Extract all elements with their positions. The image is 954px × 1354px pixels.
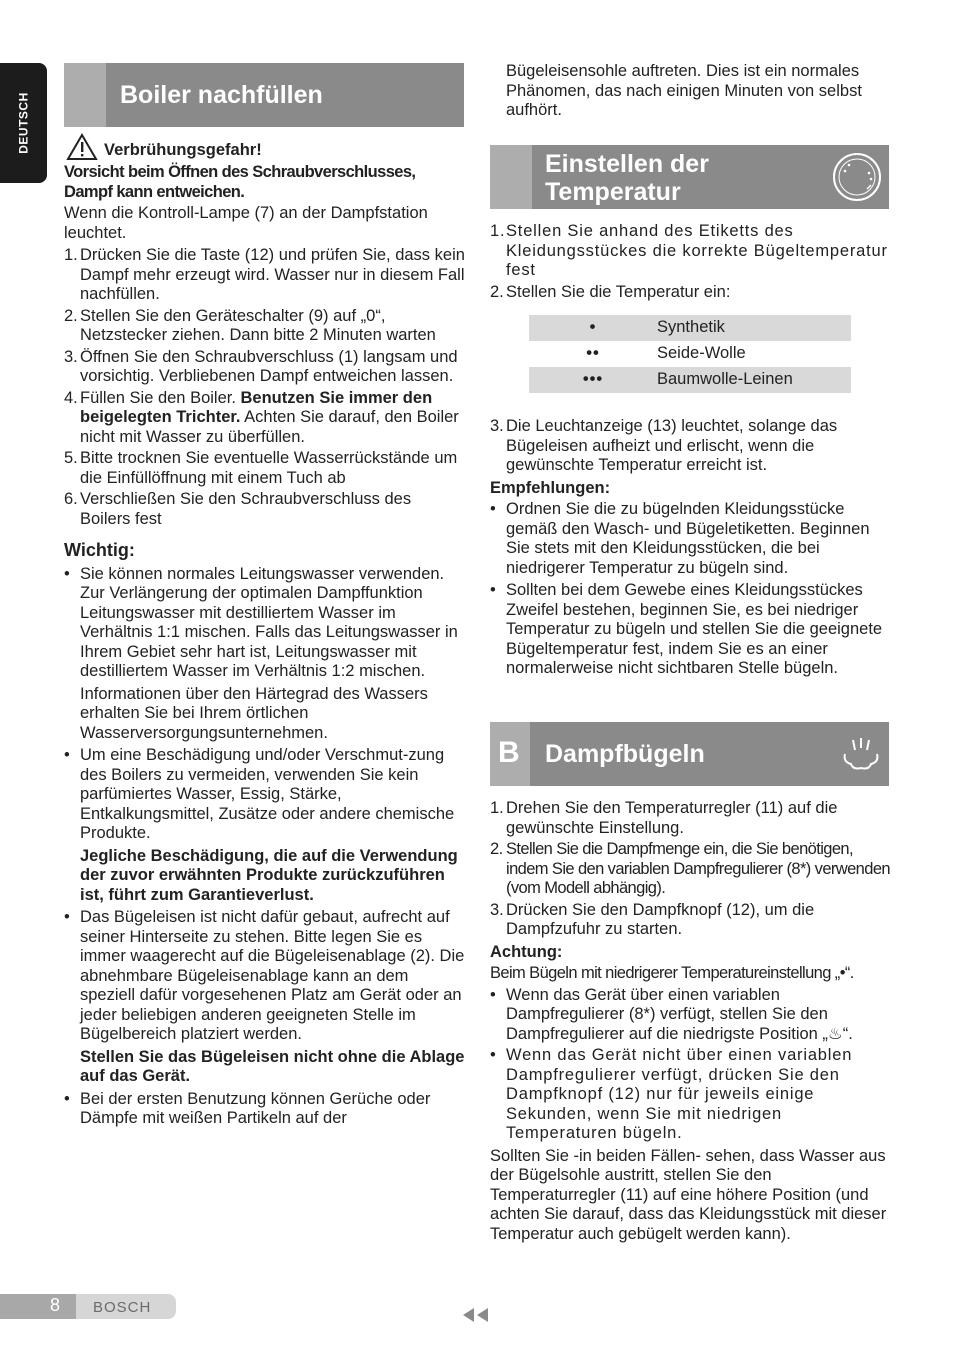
table-row: ••• Baumwolle-Leinen: [529, 367, 851, 393]
table-row: • Synthetik: [529, 315, 851, 341]
list-item: 3. Öffnen Sie den Schraubverschluss (1) langsam und vorsichtig. Verbliebenen Dampf entweichen lassen.: [64, 347, 458, 385]
list-item: • Wenn das Gerät nicht über einen variablen Dampfregulierer verfügt, drücken Sie den Dampfknopf (12) nur für jeweils einige Sekunden, wenn Sie mit niedrigen Temperaturen bügeln.: [490, 1046, 890, 1144]
right-column-recommendations: [490, 417, 890, 679]
language-tab-label: DEUTSCH: [15, 92, 30, 154]
list-item: • Wenn das Gerät über einen variablen Dampfregulierer (8*) verfügt, stellen Sie den Dampfregulierer auf die niedrigste Position „♨“.: [490, 986, 890, 1045]
list-item: 2. Stellen Sie die Dampfmenge ein, die Sie benötigen, indem Sie den variablen Dampfregulierer (8*) verwenden (vom Modell abhängig).: [490, 840, 890, 897]
boiler-intro: Wenn die Kontroll-Lampe (7) an der Dampfstation leuchtet.: [64, 204, 428, 242]
attention-text: Beim Bügeln mit niedrigerer Temperatureinstellung „•“.: [490, 964, 854, 982]
right-column-steam: [490, 799, 890, 1244]
list-item: 5. Bitte trocknen Sie eventuelle Wasserrückstände um die Einfüllöffnung mit einem Tuch ab: [64, 449, 458, 487]
rewind-icon[interactable]: [462, 1307, 490, 1323]
list-item: • Um eine Beschädigung und/oder Verschmut-zung des Boilers zu vermeiden, verwenden Sie kein parfümiertes Wasser, Essig, Stärke, Entkalkungsmittel, Zusätze oder andere chemische Produkte.: [64, 746, 466, 844]
important-heading: Wichtig:: [64, 540, 135, 560]
list-item: • Ordnen Sie die zu bügelnden Kleidungsstücke gemäß den Wasch- und Bügeletiketten. Beginnen Sie stets mit den Kleidungsstücken, die bei niedrigerer Temperatur zu bügeln sind.: [490, 500, 890, 578]
warning-title: Verbrühungsgefahr!: [104, 141, 262, 159]
warning-icon: [66, 133, 98, 161]
attention-heading: Achtung:: [490, 942, 563, 961]
page-number: 8: [50, 1295, 61, 1315]
warning-line: [64, 135, 466, 161]
list-item: • Sie können normales Leitungswasser verwenden. Zur Verlängerung der optimalen Dampffunktion Leitungswasser mit destilliertem Wasser im Verhältnis 1:1 mischen. Falls das Leitungswasser in Ihrem Gebiet sehr hart ist, Leitungswasser mit destilliertem Wasser im Verhältnis 1:2 mischen.: [64, 565, 466, 682]
section-heading-boiler: [64, 63, 464, 127]
iron-rest-note: Stellen Sie das Bügeleisen nicht ohne die Ablage auf das Gerät.: [80, 1047, 465, 1085]
temperature-dial-icon: [831, 151, 883, 203]
list-item: 3. Drücken Sie den Dampfknopf (12), um die Dampfzufuhr zu starten.: [490, 900, 815, 938]
boiler-heading: Boiler nachfüllen: [120, 81, 323, 109]
boiler-steps: [64, 246, 466, 529]
recommendations-heading: Empfehlungen:: [490, 478, 611, 497]
right-column-temp: [490, 222, 890, 302]
temperature-heading: Einstellen der Temperatur: [545, 150, 709, 206]
table-row: •• Seide-Wolle: [586, 344, 746, 363]
list-item: 2. Stellen Sie die Temperatur ein:: [490, 282, 731, 301]
temperature-table: [529, 315, 851, 393]
language-tab: [0, 63, 47, 183]
section-letter: B: [498, 736, 520, 769]
continuation-text: Bügeleisensohle auftreten. Dies ist ein normales Phänomen, das nach einigen Minuten von selbst aufhört.: [506, 62, 862, 119]
list-item: 6. Verschließen Sie den Schraubverschluss des Boilers fest: [64, 490, 412, 528]
page-number-box: [0, 1294, 76, 1319]
list-item: 1. Stellen Sie anhand des Etiketts des Kleidungsstückes die korrekte Bügeltemperatur fest: [490, 222, 888, 279]
warranty-note: Jegliche Beschädigung, die auf die Verwendung der zuvor erwähnten Produkte zurückzuführen ist, führt zum Garantieverlust.: [80, 846, 458, 904]
important-list: [64, 565, 466, 1129]
section-heading-temperature: [490, 145, 889, 209]
left-column: [64, 135, 466, 1129]
list-item: • Das Bügeleisen ist nicht dafür gebaut, aufrecht auf seiner Hinterseite zu stehen. Bitte legen Sie es immer waagerecht auf die Bügeleisenablage (2). Die abnehmbare Bügeleisenablage kann an dem speziell dafür vorgesehenen Platz am Gerät oder an jeder beliebigen anderen geeigneten Stelle im Bügelbereich platziert werden.: [64, 908, 466, 1045]
list-item: 4. Füllen Sie den Boiler. Benutzen Sie immer den beigelegten Trichter. Achten Sie darauf, den Boiler nicht mit Wasser zu überfüllen.: [64, 388, 459, 446]
warning-text: Vorsicht beim Öffnen des Schraubverschlusses, Dampf kann entweichen.: [64, 163, 416, 201]
list-item: 3. Die Leuchtanzeige (13) leuchtet, solange das Bügeleisen aufheizt und erlischt, wenn die gewünschte Temperatur erreicht ist.: [490, 417, 838, 474]
steam-heading: Dampfbügeln: [545, 740, 705, 768]
list-item: 1. Drücken Sie die Taste (12) und prüfen Sie, dass kein Dampf mehr erzeugt wird. Wasser nur in diesem Fall nachfüllen.: [64, 246, 465, 303]
list-item: • Bei der ersten Benutzung können Gerüche oder Dämpfe mit weißen Partikeln auf der: [64, 1090, 466, 1129]
list-item: 2. Stellen Sie den Geräteschalter (9) auf „0“, Netzstecker ziehen. Dann bitte 2 Minuten warten: [64, 306, 436, 344]
brand-label: BOSCH: [93, 1299, 152, 1316]
closing-text: Sollten Sie -in beiden Fällen- sehen, dass Wasser aus der Bügelsohle austritt, stellen Sie den Temperaturregler (11) auf eine höhere Position (und achten Sie darauf, dass das Kleidungsstück mit dieser Temperatur auch gebügelt werden kann).: [490, 1146, 887, 1243]
list-item: • Sollten bei dem Gewebe eines Kleidungsstückes Zweifel bestehen, beginnen Sie, es bei niedriger Temperatur zu bügeln und stellen Sie die geeignete Bügeltemperatur fest, indem Sie es an einer normalerweise nicht sichtbaren Stelle bügeln.: [490, 581, 890, 679]
section-heading-steam: [490, 722, 889, 786]
water-hardness-note: Informationen über den Härtegrad des Wassers erhalten Sie bei Ihrem örtlichen Wasserversorgungsunternehmen.: [80, 684, 428, 742]
list-item: 1. Drehen Sie den Temperaturregler (11) auf die gewünschte Einstellung.: [490, 799, 838, 837]
steam-icon: [839, 732, 883, 776]
